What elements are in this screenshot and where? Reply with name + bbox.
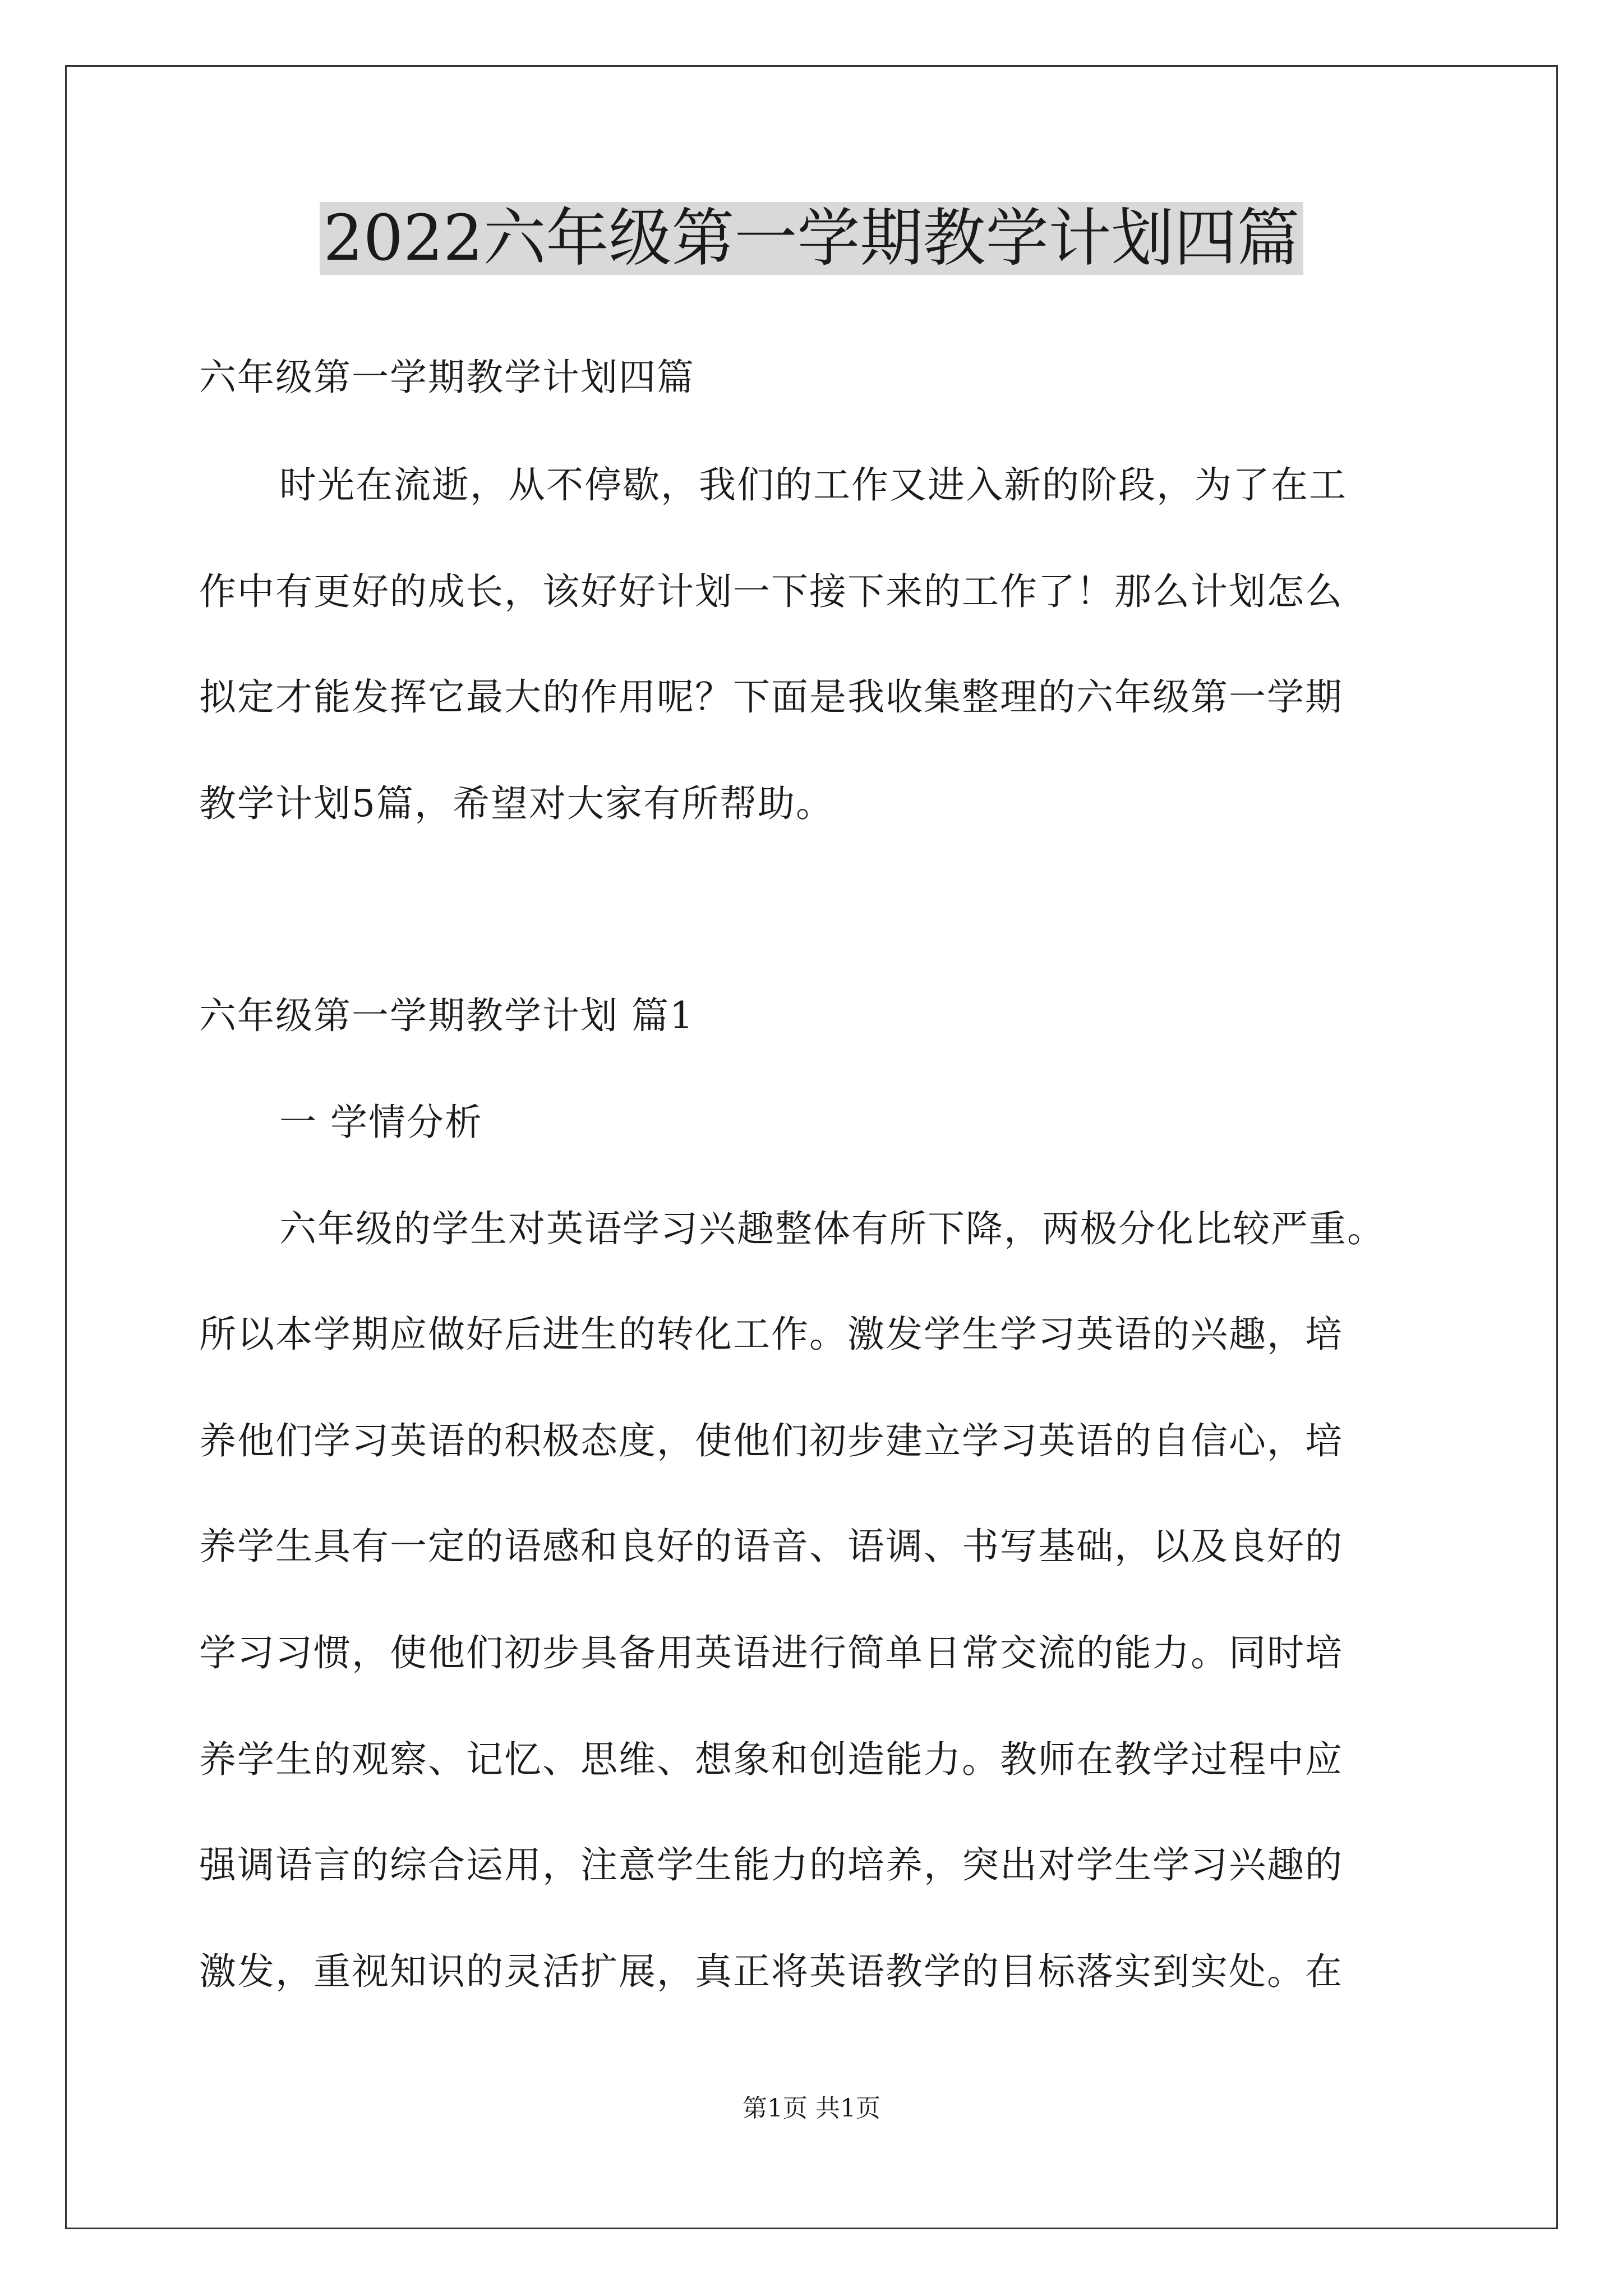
body-line: 学习习惯，使他们初步具备用英语进行简单日常交流的能力。同时培 <box>199 1631 1343 1674</box>
body-line: 养他们学习英语的积极态度，使他们初步建立学习英语的自信心，培 <box>199 1419 1343 1462</box>
section-subheading: 一 学情分析 <box>279 1101 483 1144</box>
body-line: 养学生的观察、记忆、思维、想象和创造能力。教师在教学过程中应 <box>199 1738 1343 1781</box>
intro-line: 教学计划5篇，希望对大家有所帮助。 <box>199 782 834 825</box>
document-title-text: 2022六年级第一学期教学计划四篇 <box>320 202 1303 275</box>
intro-line: 作中有更好的成长，该好好计划一下接下来的工作了！那么计划怎么 <box>199 570 1343 613</box>
body-line: 所以本学期应做好后进生的转化工作。激发学生学习英语的兴趣，培 <box>199 1313 1343 1356</box>
subtitle: 六年级第一学期教学计划四篇 <box>199 356 695 399</box>
body-line: 六年级的学生对英语学习兴趣整体有所下降，两极分化比较严重。 <box>279 1207 1385 1250</box>
page-footer: 第1页 共1页 <box>743 2094 880 2123</box>
body-line: 强调语言的综合运用，注意学生能力的培养，突出对学生学习兴趣的 <box>199 1843 1343 1887</box>
intro-line: 时光在流逝，从不停歇，我们的工作又进入新的阶段，为了在工 <box>279 463 1347 507</box>
document-title <box>0 196 1623 280</box>
body-line: 激发，重视知识的灵活扩展，真正将英语教学的目标落实到实处。在 <box>199 1950 1343 1993</box>
intro-line: 拟定才能发挥它最大的作用呢？下面是我收集整理的六年级第一学期 <box>199 675 1343 719</box>
body-line: 养学生具有一定的语感和良好的语音、语调、书写基础，以及良好的 <box>199 1525 1343 1568</box>
section-heading: 六年级第一学期教学计划 篇1 <box>199 994 694 1037</box>
